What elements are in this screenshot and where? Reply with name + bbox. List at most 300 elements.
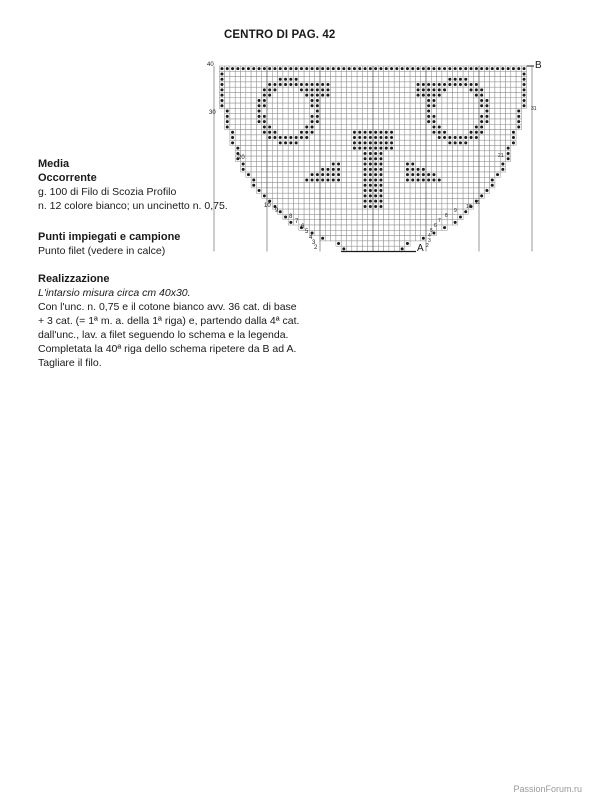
chart-cell bbox=[474, 77, 479, 82]
chart-filled-cell bbox=[300, 67, 303, 70]
chart-cell bbox=[357, 124, 362, 129]
chart-cell bbox=[357, 119, 362, 124]
chart-cell bbox=[299, 214, 304, 219]
chart-cell bbox=[352, 204, 357, 209]
chart-cell bbox=[262, 71, 267, 76]
chart-filled-cell bbox=[374, 173, 377, 176]
chart-cell bbox=[384, 124, 389, 129]
chart-filled-cell bbox=[379, 189, 382, 192]
chart-filled-cell bbox=[300, 131, 303, 134]
chart-cell bbox=[463, 124, 468, 129]
chart-cell bbox=[394, 236, 399, 241]
chart-filled-cell bbox=[475, 131, 478, 134]
chart-filled-cell bbox=[475, 125, 478, 128]
chart-cell bbox=[442, 114, 447, 119]
chart-cell bbox=[325, 71, 330, 76]
chart-cell bbox=[495, 146, 500, 151]
chart-cell bbox=[394, 225, 399, 230]
chart-cell bbox=[400, 241, 405, 246]
chart-cell bbox=[225, 82, 230, 87]
chart-cell bbox=[331, 214, 336, 219]
chart-filled-cell bbox=[427, 83, 430, 86]
chart-cell bbox=[479, 82, 484, 87]
chart-cell bbox=[384, 241, 389, 246]
chart-cell bbox=[288, 130, 293, 135]
chart-filled-cell bbox=[342, 247, 345, 250]
chart-cell bbox=[320, 130, 325, 135]
chart-filled-cell bbox=[464, 210, 467, 213]
chart-filled-cell bbox=[422, 237, 425, 240]
chart-filled-cell bbox=[432, 173, 435, 176]
chart-filled-cell bbox=[379, 194, 382, 197]
chart-filled-cell bbox=[268, 88, 271, 91]
chart-cell bbox=[421, 119, 426, 124]
chart-cell bbox=[400, 209, 405, 214]
chart-cell bbox=[389, 119, 394, 124]
chart-cell bbox=[389, 93, 394, 98]
chart-filled-cell bbox=[263, 94, 266, 97]
chart-cell bbox=[283, 146, 288, 151]
chart-cell bbox=[453, 188, 458, 193]
chart-cell bbox=[447, 87, 452, 92]
chart-filled-cell bbox=[464, 78, 467, 81]
chart-cell bbox=[389, 230, 394, 235]
chart-cell bbox=[347, 87, 352, 92]
chart-cell bbox=[447, 151, 452, 156]
chart-cell bbox=[241, 98, 246, 103]
chart-cell bbox=[426, 220, 431, 225]
chart-filled-cell bbox=[390, 147, 393, 150]
chart-cell bbox=[463, 130, 468, 135]
chart-cell bbox=[389, 204, 394, 209]
chart-cell bbox=[384, 167, 389, 172]
chart-cell bbox=[410, 119, 415, 124]
chart-filled-cell bbox=[470, 88, 473, 91]
chart-filled-cell bbox=[438, 125, 441, 128]
chart-cell bbox=[299, 103, 304, 108]
chart-cell bbox=[336, 98, 341, 103]
chart-filled-cell bbox=[311, 104, 314, 107]
chart-cell bbox=[251, 77, 256, 82]
chart-cell bbox=[431, 167, 436, 172]
chart-filled-cell bbox=[305, 136, 308, 139]
chart-filled-cell bbox=[454, 67, 457, 70]
chart-cell bbox=[304, 151, 309, 156]
chart-cell bbox=[347, 130, 352, 135]
chart-cell bbox=[341, 119, 346, 124]
chart-cell bbox=[283, 103, 288, 108]
chart-filled-cell bbox=[220, 99, 223, 102]
chart-cell bbox=[453, 119, 458, 124]
chart-cell bbox=[431, 204, 436, 209]
chart-filled-cell bbox=[289, 136, 292, 139]
chart-cell bbox=[453, 114, 458, 119]
chart-filled-cell bbox=[385, 141, 388, 144]
chart-cell bbox=[246, 119, 251, 124]
chart-filled-cell bbox=[501, 67, 504, 70]
chart-cell bbox=[447, 146, 452, 151]
chart-filled-cell bbox=[379, 147, 382, 150]
chart-cell bbox=[437, 225, 442, 230]
chart-cell bbox=[362, 220, 367, 225]
chart-cell bbox=[405, 214, 410, 219]
chart-cell bbox=[304, 220, 309, 225]
chart-cell bbox=[442, 119, 447, 124]
chart-cell bbox=[347, 225, 352, 230]
chart-cell bbox=[373, 77, 378, 82]
chart-cell bbox=[278, 130, 283, 135]
chart-filled-cell bbox=[485, 189, 488, 192]
chart-cell bbox=[468, 167, 473, 172]
chart-filled-cell bbox=[480, 125, 483, 128]
chart-cell bbox=[315, 135, 320, 140]
chart-filled-cell bbox=[374, 152, 377, 155]
chart-cell bbox=[352, 225, 357, 230]
chart-cell bbox=[442, 188, 447, 193]
chart-cell bbox=[352, 124, 357, 129]
chart-cell bbox=[341, 241, 346, 246]
chart-filled-cell bbox=[305, 131, 308, 134]
chart-filled-cell bbox=[220, 94, 223, 97]
chart-cell bbox=[352, 172, 357, 177]
chart-cell bbox=[384, 119, 389, 124]
chart-cell bbox=[474, 161, 479, 166]
chart-cell bbox=[389, 103, 394, 108]
chart-cell bbox=[336, 146, 341, 151]
chart-cell bbox=[410, 93, 415, 98]
row-label-right-9: 9 bbox=[454, 208, 457, 214]
chart-cell bbox=[357, 161, 362, 166]
chart-cell bbox=[394, 172, 399, 177]
chart-filled-cell bbox=[220, 72, 223, 75]
chart-filled-cell bbox=[236, 147, 239, 150]
chart-cell bbox=[341, 77, 346, 82]
chart-filled-cell bbox=[364, 67, 367, 70]
row-label-8: 8 bbox=[289, 214, 293, 220]
chart-cell bbox=[458, 93, 463, 98]
chart-filled-cell bbox=[454, 136, 457, 139]
chart-cell bbox=[331, 98, 336, 103]
chart-cell bbox=[294, 119, 299, 124]
chart-cell bbox=[241, 77, 246, 82]
chart-cell bbox=[347, 135, 352, 140]
chart-cell bbox=[373, 214, 378, 219]
chart-cell bbox=[256, 135, 261, 140]
chart-cell bbox=[400, 183, 405, 188]
chart-cell bbox=[415, 193, 420, 198]
chart-filled-cell bbox=[485, 115, 488, 118]
chart-cell bbox=[256, 77, 261, 82]
chart-cell bbox=[500, 98, 505, 103]
chart-cell bbox=[256, 87, 261, 92]
chart-cell bbox=[336, 220, 341, 225]
chart-cell bbox=[373, 230, 378, 235]
chart-filled-cell bbox=[507, 147, 510, 150]
chart-cell bbox=[405, 199, 410, 204]
chart-filled-cell bbox=[353, 147, 356, 150]
stitches-section bbox=[38, 230, 338, 258]
chart-filled-cell bbox=[411, 178, 414, 181]
chart-cell bbox=[389, 87, 394, 92]
chart-cell bbox=[415, 220, 420, 225]
chart-cell bbox=[394, 82, 399, 87]
chart-cell bbox=[453, 146, 458, 151]
chart-filled-cell bbox=[475, 136, 478, 139]
chart-cell bbox=[468, 71, 473, 76]
chart-filled-cell bbox=[332, 67, 335, 70]
chart-filled-cell bbox=[411, 173, 414, 176]
chart-filled-cell bbox=[443, 83, 446, 86]
chart-cell bbox=[426, 214, 431, 219]
chart-cell bbox=[246, 87, 251, 92]
chart-cell bbox=[368, 246, 373, 251]
chart-cell bbox=[378, 214, 383, 219]
chart-cell bbox=[378, 124, 383, 129]
chart-cell bbox=[421, 135, 426, 140]
chart-cell bbox=[320, 114, 325, 119]
chart-filled-cell bbox=[475, 94, 478, 97]
chart-cell bbox=[405, 93, 410, 98]
chart-cell bbox=[256, 93, 261, 98]
chart-filled-cell bbox=[379, 205, 382, 208]
chart-cell bbox=[294, 98, 299, 103]
chart-filled-cell bbox=[459, 83, 462, 86]
chart-cell bbox=[267, 103, 272, 108]
chart-filled-cell bbox=[523, 94, 526, 97]
chart-filled-cell bbox=[220, 67, 223, 70]
chart-filled-cell bbox=[263, 99, 266, 102]
chart-filled-cell bbox=[321, 88, 324, 91]
chart-cell bbox=[468, 151, 473, 156]
chart-filled-cell bbox=[364, 168, 367, 171]
chart-filled-cell bbox=[385, 147, 388, 150]
chart-filled-cell bbox=[438, 88, 441, 91]
chart-cell bbox=[410, 140, 415, 145]
chart-cell bbox=[341, 156, 346, 161]
chart-cell bbox=[315, 146, 320, 151]
chart-filled-cell bbox=[364, 163, 367, 166]
chart-cell bbox=[463, 103, 468, 108]
chart-filled-cell bbox=[454, 83, 457, 86]
chart-cell bbox=[362, 98, 367, 103]
chart-cell bbox=[315, 220, 320, 225]
chart-cell bbox=[378, 77, 383, 82]
chart-cell bbox=[410, 204, 415, 209]
chart-cell bbox=[278, 151, 283, 156]
chart-cell bbox=[400, 177, 405, 182]
chart-cell bbox=[357, 236, 362, 241]
chart-cell bbox=[442, 199, 447, 204]
chart-cell bbox=[437, 183, 442, 188]
chart-filled-cell bbox=[311, 94, 314, 97]
chart-cell bbox=[347, 246, 352, 251]
chart-cell bbox=[400, 124, 405, 129]
chart-cell bbox=[415, 199, 420, 204]
stitches-text: Punto filet (vedere in calce) bbox=[38, 245, 166, 257]
chart-cell bbox=[458, 108, 463, 113]
chart-cell bbox=[378, 87, 383, 92]
chart-cell bbox=[299, 146, 304, 151]
chart-cell bbox=[421, 124, 426, 129]
chart-cell bbox=[272, 71, 277, 76]
chart-cell bbox=[331, 124, 336, 129]
chart-cell bbox=[426, 135, 431, 140]
chart-cell bbox=[347, 103, 352, 108]
chart-cell bbox=[410, 135, 415, 140]
chart-cell bbox=[315, 71, 320, 76]
chart-filled-cell bbox=[321, 83, 324, 86]
chart-cell bbox=[352, 82, 357, 87]
chart-cell bbox=[442, 103, 447, 108]
chart-filled-cell bbox=[432, 99, 435, 102]
chart-filled-cell bbox=[364, 205, 367, 208]
chart-cell bbox=[415, 204, 420, 209]
chart-filled-cell bbox=[517, 115, 520, 118]
chart-cell bbox=[468, 188, 473, 193]
chart-cell bbox=[373, 108, 378, 113]
chart-cell bbox=[484, 82, 489, 87]
chart-filled-cell bbox=[369, 194, 372, 197]
chart-cell bbox=[336, 108, 341, 113]
chart-filled-cell bbox=[374, 147, 377, 150]
chart-cell bbox=[400, 87, 405, 92]
chart-cell bbox=[463, 188, 468, 193]
chart-cell bbox=[479, 108, 484, 113]
chart-filled-cell bbox=[295, 83, 298, 86]
chart-cell bbox=[426, 140, 431, 145]
chart-cell bbox=[299, 114, 304, 119]
chart-cell bbox=[463, 183, 468, 188]
chart-cell bbox=[447, 220, 452, 225]
chart-filled-cell bbox=[369, 141, 372, 144]
chart-cell bbox=[341, 188, 346, 193]
chart-cell bbox=[495, 135, 500, 140]
chart-cell bbox=[225, 87, 230, 92]
chart-filled-cell bbox=[422, 83, 425, 86]
chart-cell bbox=[516, 87, 521, 92]
chart-cell bbox=[394, 108, 399, 113]
chart-filled-cell bbox=[348, 67, 351, 70]
chart-cell bbox=[378, 103, 383, 108]
chart-cell bbox=[405, 77, 410, 82]
chart-cell bbox=[394, 230, 399, 235]
chart-cell bbox=[288, 71, 293, 76]
chart-cell bbox=[389, 71, 394, 76]
chart-cell bbox=[272, 93, 277, 98]
chart-cell bbox=[352, 246, 357, 251]
chart-cell bbox=[490, 156, 495, 161]
chart-cell bbox=[468, 146, 473, 151]
chart-filled-cell bbox=[300, 136, 303, 139]
chart-filled-cell bbox=[374, 168, 377, 171]
chart-cell bbox=[400, 71, 405, 76]
chart-cell bbox=[341, 177, 346, 182]
chart-filled-cell bbox=[507, 152, 510, 155]
chart-cell bbox=[453, 193, 458, 198]
chart-cell bbox=[347, 188, 352, 193]
row-label-right-31: 31 bbox=[531, 106, 537, 112]
chart-cell bbox=[341, 236, 346, 241]
chart-cell bbox=[389, 188, 394, 193]
chart-cell bbox=[251, 87, 256, 92]
chart-filled-cell bbox=[268, 131, 271, 134]
chart-cell bbox=[341, 167, 346, 172]
chart-cell bbox=[442, 124, 447, 129]
chart-cell bbox=[410, 209, 415, 214]
chart-filled-cell bbox=[417, 94, 420, 97]
chart-cell bbox=[246, 130, 251, 135]
chart-cell bbox=[272, 108, 277, 113]
chart-cell bbox=[373, 124, 378, 129]
chart-cell bbox=[336, 130, 341, 135]
chart-filled-cell bbox=[369, 173, 372, 176]
chart-cell bbox=[331, 146, 336, 151]
chart-cell bbox=[447, 130, 452, 135]
chart-cell bbox=[331, 93, 336, 98]
chart-cell bbox=[235, 140, 240, 145]
chart-filled-cell bbox=[358, 136, 361, 139]
chart-cell bbox=[474, 108, 479, 113]
chart-cell bbox=[384, 93, 389, 98]
chart-cell bbox=[447, 119, 452, 124]
chart-cell bbox=[341, 82, 346, 87]
chart-cell bbox=[384, 183, 389, 188]
chart-cell bbox=[394, 130, 399, 135]
chart-cell bbox=[309, 214, 314, 219]
chart-cell bbox=[500, 130, 505, 135]
chart-filled-cell bbox=[273, 83, 276, 86]
chart-filled-cell bbox=[485, 120, 488, 123]
chart-cell bbox=[400, 82, 405, 87]
chart-cell bbox=[246, 108, 251, 113]
chart-cell bbox=[484, 167, 489, 172]
chart-cell bbox=[368, 225, 373, 230]
chart-filled-cell bbox=[289, 67, 292, 70]
chart-cell bbox=[357, 103, 362, 108]
chart-cell bbox=[506, 71, 511, 76]
chart-cell bbox=[235, 135, 240, 140]
chart-filled-cell bbox=[523, 67, 526, 70]
chart-cell bbox=[442, 156, 447, 161]
chart-cell bbox=[256, 146, 261, 151]
chart-filled-cell bbox=[443, 226, 446, 229]
chart-cell bbox=[384, 214, 389, 219]
chart-cell bbox=[400, 236, 405, 241]
chart-filled-cell bbox=[432, 83, 435, 86]
chart-filled-cell bbox=[422, 168, 425, 171]
chart-cell bbox=[437, 199, 442, 204]
chart-cell bbox=[426, 199, 431, 204]
chart-cell bbox=[490, 108, 495, 113]
chart-cell bbox=[362, 114, 367, 119]
chart-filled-cell bbox=[364, 136, 367, 139]
chart-cell bbox=[320, 135, 325, 140]
row-label-right-11: 11 bbox=[475, 200, 481, 206]
chart-cell bbox=[373, 98, 378, 103]
chart-cell bbox=[490, 103, 495, 108]
chart-filled-cell bbox=[427, 178, 430, 181]
chart-cell bbox=[341, 151, 346, 156]
chart-cell bbox=[272, 151, 277, 156]
chart-filled-cell bbox=[501, 168, 504, 171]
chart-filled-cell bbox=[252, 67, 255, 70]
chart-cell bbox=[463, 177, 468, 182]
chart-cell bbox=[362, 230, 367, 235]
chart-cell bbox=[468, 140, 473, 145]
row-label-5: 5 bbox=[305, 229, 309, 235]
chart-cell bbox=[410, 82, 415, 87]
chart-filled-cell bbox=[326, 88, 329, 91]
